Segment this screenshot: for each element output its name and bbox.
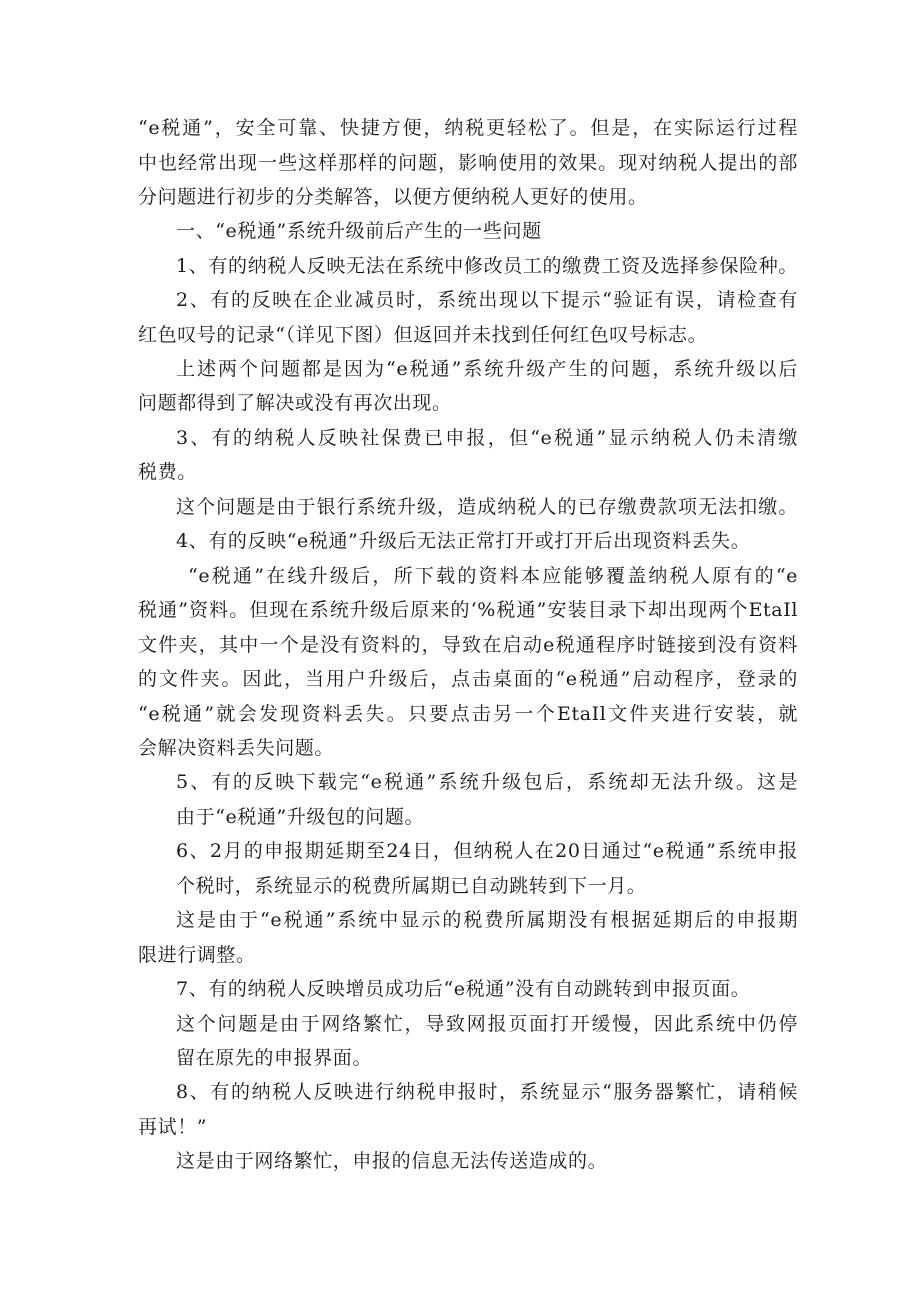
text-line: 再试！” — [138, 1116, 208, 1138]
text-line: 7、有的纳税人反映增员成功后“e税通”没有自动跳转到申报页面。 — [176, 978, 751, 1000]
text-line: 由于“e税通”升级包的问题。 — [176, 806, 425, 828]
text-line: 这是由于网络繁忙，申报的信息无法传送造成的。 — [176, 1150, 608, 1172]
text-line: 会解决资料丢失问题。 — [138, 737, 335, 759]
text-line: 6、2月的申报期延期至24日，但纳税人在20日通过“e税通”系统申报 — [176, 840, 798, 862]
text-line: 个税时，系统显示的税费所属期已自动跳转到下一月。 — [176, 875, 647, 897]
text-line: “e税通”在线升级后，所下载的资料本应能够覆盖纳税人原有的“e — [188, 565, 798, 587]
text-line: “e税通”，安全可靠、快捷方便，纳税更轻松了。但是，在实际运行过程 — [138, 117, 798, 139]
text-line: 中也经常出现一些这样那样的问题，影响使用的效果。现对纳税人提出的部 — [138, 152, 798, 174]
text-line: 税费。 — [138, 461, 197, 483]
text-line: 8、有的纳税人反映进行纳税申报时，系统显示“服务器繁忙，请稍候 — [176, 1081, 798, 1103]
text-line: 红色叹号的记录“（详见下图）但返回并未找到任何红色叹号标志。 — [138, 324, 708, 346]
section-heading: 一、“e税通”系统升级前后产生的一些问题 — [176, 220, 542, 242]
text-line: 5、有的反映下载完“e税通”系统升级包后，系统却无法升级。这是 — [176, 771, 798, 793]
text-line: 1、有的纳税人反映无法在系统中修改员工的缴费工资及选择参保险种。 — [176, 255, 798, 277]
text-line: 问题都得到了解决或没有再次出现。 — [138, 392, 452, 414]
text-line: 这个问题是由于银行系统升级，造成纳税人的已存缴费款项无法扣缴。 — [176, 496, 798, 518]
text-line: 3、有的纳税人反映社保费已申报，但“e税通”显示纳税人仍未清缴 — [176, 427, 798, 449]
text-line: 这是由于“e税通”系统中显示的税费所属期没有根据延期后的申报期 — [176, 909, 798, 931]
text-line: 分问题进行初步的分类解答，以便方便纳税人更好的使用。 — [138, 186, 648, 208]
text-line: 留在原先的申报界面。 — [176, 1047, 373, 1069]
text-line: 这个问题是由于网络繁忙，导致网报页面打开缓慢，因此系统中仍停 — [176, 1013, 798, 1035]
text-line: “e税通”就会发现资料丢失。只要点击另一个EtaIl文件夹进行安装，就 — [138, 703, 798, 725]
text-line: 4、有的反映“e税通”升级后无法正常打开或打开后出现资料丢失。 — [176, 530, 751, 552]
text-line: 限进行调整。 — [138, 944, 256, 966]
text-line: 上述两个问题都是因为“e税通”系统升级产生的问题，系统升级以后 — [176, 358, 798, 380]
text-line: 文件夹，其中一个是没有资料的，导致在启动e税通程序时链接到没有资料 — [138, 634, 798, 656]
text-line: 2、有的反映在企业减员时，系统出现以下提示“验证有误，请检查有 — [176, 289, 798, 311]
text-line: 税通”资料。但现在系统升级后原来的‘%税通”安装目录下却出现两个EtaIl — [138, 599, 798, 621]
text-line: 的文件夹。因此，当用户升级后，点击桌面的“e税通”启动程序，登录的 — [138, 668, 798, 690]
